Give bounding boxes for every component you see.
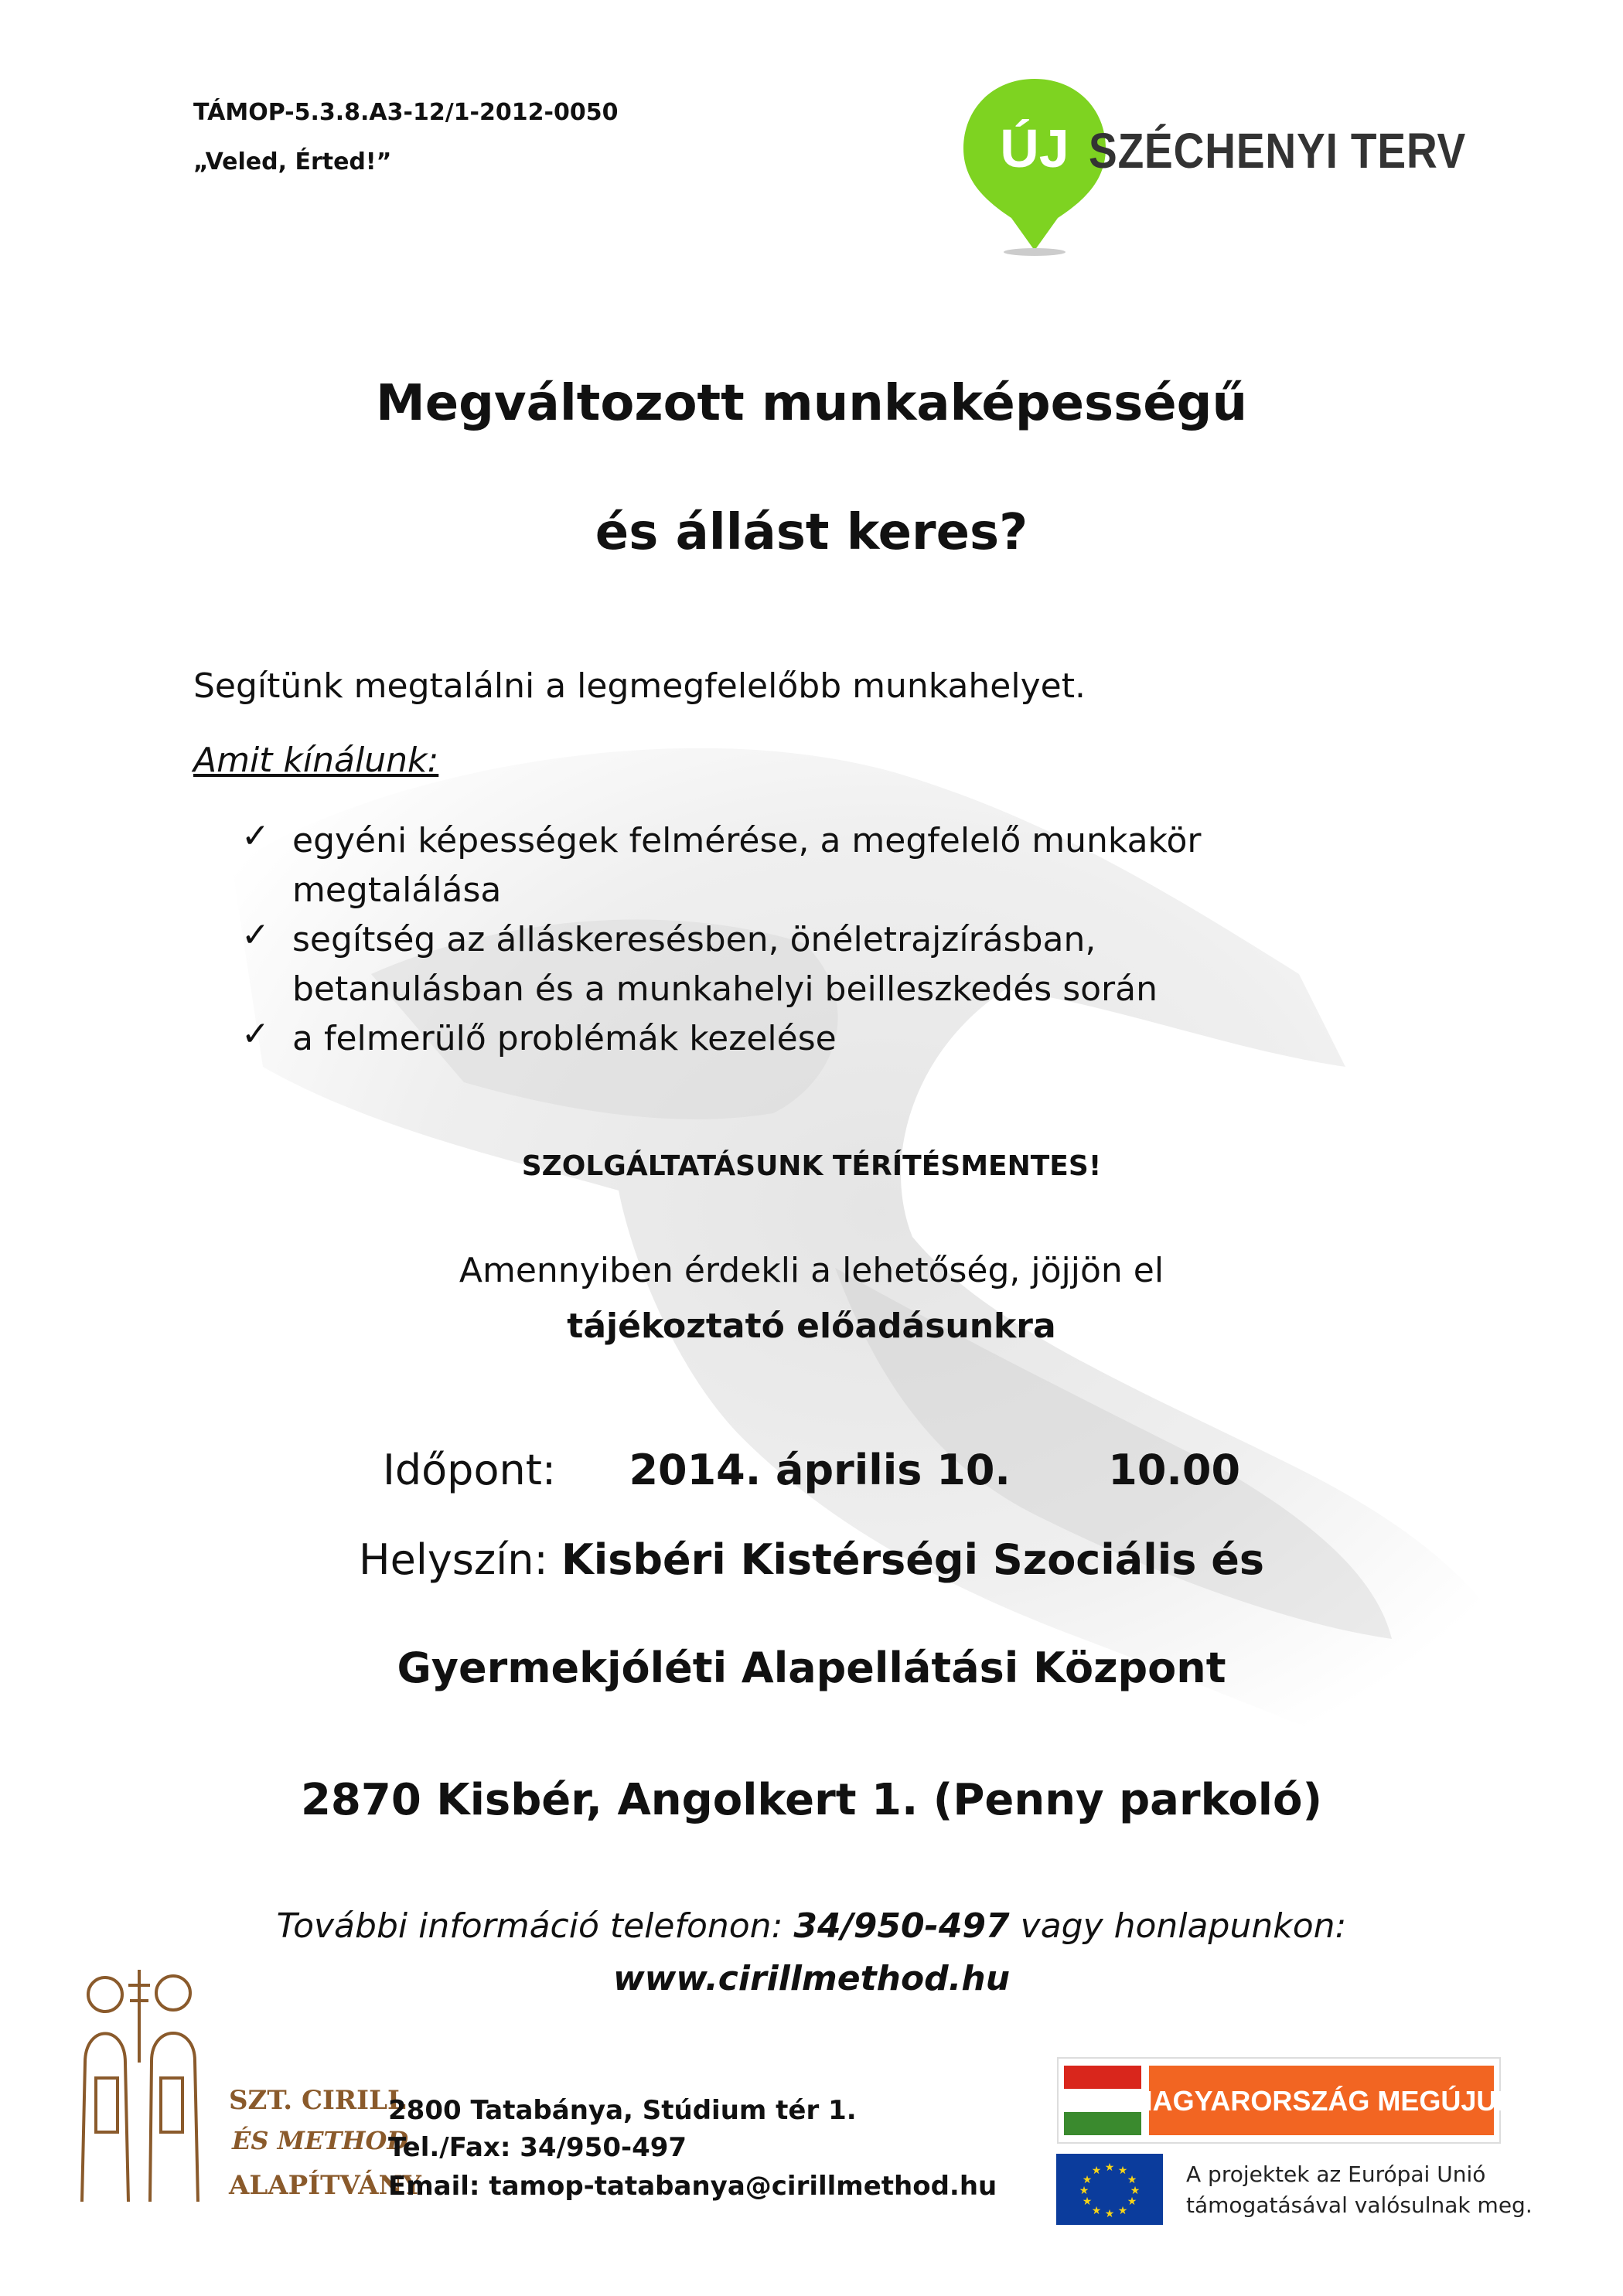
more-info-suffix: vagy honlapunkon: [1020, 1906, 1347, 1946]
list-item-line: egyéni képességek felmérése, a megfelelő munkakör [292, 821, 1202, 860]
svg-text:★: ★ [1117, 2165, 1128, 2177]
banner-text: MAGYARORSZÁG MEGÚJUL [1129, 2085, 1514, 2117]
check-icon: ✓ [241, 816, 270, 856]
svg-text:★: ★ [1127, 2174, 1137, 2186]
invite-line2: tájékoztató előadásunkra [567, 1306, 1056, 1346]
svg-text:★: ★ [1091, 2165, 1102, 2177]
svg-text:★: ★ [1082, 2196, 1093, 2208]
svg-text:★: ★ [1130, 2185, 1141, 2197]
foundation-telfax: Tel./Fax: 34/950-497 [388, 2132, 687, 2163]
eu-support-line2: támogatásával valósulnak meg. [1186, 2192, 1533, 2218]
foundation-seal-logo [74, 1970, 421, 2209]
check-icon: ✓ [241, 1014, 270, 1054]
page-title-line2: és állást keres? [595, 504, 1028, 561]
seal-line3: ALAPÍTVÁNY [229, 2170, 421, 2201]
project-motto: „Veled, Érted!” [193, 148, 392, 175]
more-info [0, 1906, 1623, 1946]
project-code: TÁMOP-5.3.8.A3-12/1-2012-0050 [193, 99, 619, 126]
more-info-phone: 34/950-497 [793, 1906, 1010, 1946]
list-item-line: segítség az álláskeresésben, önéletrajzírásban, [292, 920, 1096, 959]
event-date: 2014. április 10. [629, 1446, 1011, 1494]
time-label: Időpont: [382, 1446, 557, 1494]
list-item [292, 1014, 1375, 1064]
svg-text:★: ★ [1079, 2185, 1089, 2197]
page-title-line1: Megváltozott munkaképességű [376, 375, 1247, 432]
eu-flag-icon [1056, 2154, 1163, 2225]
svg-text:★: ★ [1104, 2208, 1115, 2220]
intro-text: Segítünk megtalálni a legmegfelelőbb munkahelyet. [193, 666, 1086, 706]
brand-pin-text: ÚJ [1000, 118, 1069, 179]
seal-line2: ÉS METHOD [232, 2126, 409, 2155]
place-line2: Gyermekjóléti Alapellátási Központ [397, 1644, 1226, 1692]
eu-support-line1: A projektek az Európai Unió [1186, 2161, 1486, 2187]
magyarorszag-megujul-banner [1058, 2058, 1514, 2143]
list-item [292, 816, 1375, 915]
svg-text:★: ★ [1127, 2196, 1137, 2208]
free-service-notice: SZOLGÁLTATÁSUNK TÉRÍTÉSMENTES! [521, 1150, 1102, 1182]
invite-line1: Amennyiben érdekli a lehetőség, jöjjön el [459, 1251, 1164, 1290]
offer-list [0, 816, 1623, 1079]
foundation-address: 2800 Tatabánya, Stúdium tér 1. [388, 2095, 857, 2126]
list-item-line: megtalálása [292, 870, 502, 910]
svg-text:★: ★ [1104, 2161, 1115, 2174]
place-label: Helyszín: [359, 1535, 548, 1584]
event-address: 2870 Kisbér, Angolkert 1. (Penny parkoló) [300, 1775, 1323, 1825]
offer-heading: Amit kínálunk: [193, 741, 439, 780]
list-item-line: a felmerülő problémák kezelése [292, 1019, 837, 1058]
svg-text:★: ★ [1091, 2205, 1102, 2217]
event-venue [0, 1535, 1623, 1584]
list-item-line: betanulásban és a munkahelyi beilleszkedés során [292, 969, 1158, 1009]
svg-text:★: ★ [1082, 2174, 1093, 2186]
seal-line1: SZT. CIRILL [229, 2085, 406, 2116]
svg-text:★: ★ [1117, 2205, 1128, 2217]
foundation-email[interactable]: Email: tamop-tatabanya@cirillmethod.hu [388, 2171, 997, 2202]
brand-text: SZÉCHENYI TERV [1089, 123, 1467, 179]
more-info-prefix: További információ telefonon: [276, 1906, 783, 1946]
check-icon: ✓ [241, 915, 270, 955]
website-link[interactable]: www.cirillmethod.hu [612, 1959, 1011, 1998]
event-time [0, 1446, 1623, 1494]
event-hour: 10.00 [1108, 1446, 1241, 1494]
place-line1: Kisbéri Kistérségi Szociális és [561, 1535, 1264, 1584]
list-item [292, 915, 1375, 1014]
